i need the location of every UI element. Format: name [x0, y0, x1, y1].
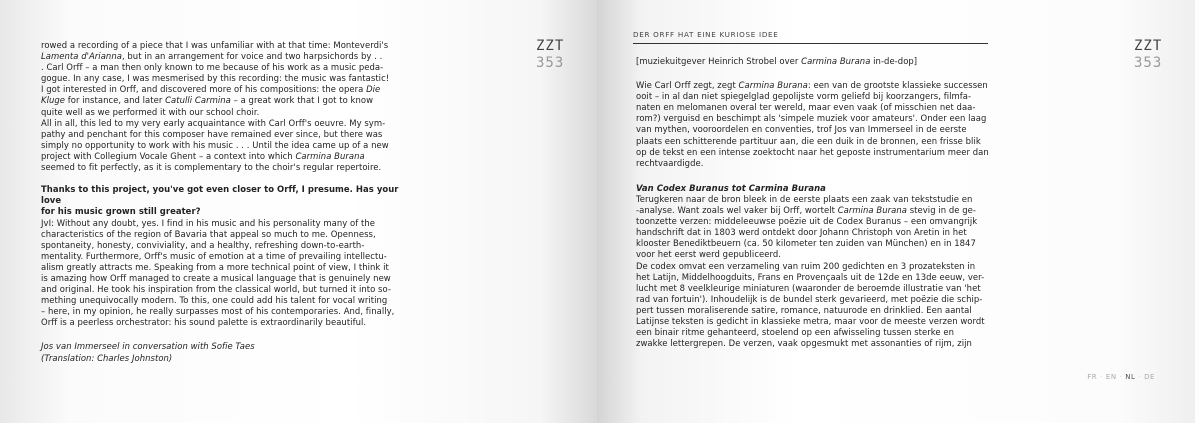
right-page: [597, 0, 1195, 423]
lang-en[interactable]: EN: [1105, 373, 1117, 381]
subheading: [muziekuitgever Heinrich Strobel over Carmina Burana in-de-dop]: [636, 56, 918, 66]
page-number: 353: [536, 55, 565, 71]
lang-nl[interactable]: NL: [1125, 373, 1136, 381]
right-folio: [1134, 38, 1162, 72]
left-page: [0, 0, 597, 423]
folio-label: ZZT: [536, 38, 565, 54]
interview-paragraph: rowed a recording of a piece that I was unfamiliar with at that time: Monteverdi's Lamenta d'Arianna, but in an arrangement for voice and two harpsichords by . . . Carl Orff – a man then only known to me because of his work as a music peda- gogue. In any case, I was mesmerised by this recording: the music was fantastic! I got interested in Orff, and discovered more of his compositions: the opera Die Kluge for instance, and later Catulli Carmina – a great work that I got to know quite well as we performed it with our school choir. All in all, this led to my very early acquaintance with Carl Orff's oeuvre. My sym- pathy and penchant for this composer have remained ever since, but there was simply no opportunity to work with his music . . . Until the idea came up of a new project with Collegium Vocale Ghent – a context into which Carmina Burana seemed to fit perfectly, as it is complementary to the choir's regular repertoire.: [41, 40, 390, 173]
interview-credit: Jos van Immerseel in conversation with Sofie Taes (Translation: Charles Johnston): [41, 341, 255, 363]
running-head: DER ORFF HAT EINE KURIOSE IDEE: [633, 30, 988, 44]
interview-question: Thanks to this project, you've got even closer to Orff, I presume. Has your love for his music grown still greater?: [41, 184, 399, 217]
lang-separator: ·: [1138, 373, 1142, 381]
work-title: Lamenta d'Arianna: [41, 51, 122, 62]
folio-label: ZZT: [1134, 38, 1163, 54]
lang-separator: ·: [1119, 373, 1123, 381]
page-number: 353: [1134, 55, 1163, 71]
lang-separator: ·: [1100, 373, 1103, 381]
intro-paragraph: Wie Carl Orff zegt, zegt Carmina Burana: een van de grootste klassieke successen ooit – in al dan niet spiegelglad gepolijste vorm geliefd bij koorzangers, filmfa- naten en melomanen overal ter wereld, maar even vaak (of misschien net daa- rom?) verguisd en beschimpt als 'simpele muziek voor amateurs'. Onder een laag van mythen, vooroordelen en conventies, trof Jos van Immerseel in de eerste plaats een schitterende partituur aan, die een duik in de bronnen, een frisse blik op de tekst en een intense zoektocht naar het geposte instrumentarium meer dan rechtvaardigde.: [636, 80, 989, 168]
lang-de[interactable]: DE: [1144, 373, 1155, 381]
section-heading: Van Codex Buranus tot Carmina Burana: [636, 182, 826, 193]
lang-fr[interactable]: FR: [1087, 373, 1098, 381]
interview-answer: JvI: Without any doubt, yes. I find in his music and his personality many of the characteristics of the region of Bavaria that appeal so much to me. Openness, spontaneity, honesty, conviviality, and a healthy, refreshing down-to-earth- mentality. Furthermore, Orff's music of emotion at a time of prevailing intellectu- alism greatly attracts me. Speaking from a more technical point of view, I think it is amazing how Orff managed to create a musical language that is genuinely new and original. He took his inspiration from the classical world, but turned it into so- mething unequivocally modern. To this, one could add his talent for vocal writing – here, in my opinion, he really surpasses most of his contemporaries. And, finally, Orff is a peerless orchestrator: his sound palette is extraordinarily beautiful.: [41, 217, 395, 328]
right-text-column: [636, 56, 1036, 349]
body-paragraph: Terugkeren naar de bron bleek in de eerste plaats een zaak van tekststudie en -analyse. Want zoals wel vaker bij Orff, wortelt Carmina Burana stevig in de ge- toonzette verzen: middeleeuwse poëzie uit de Codex Buranus – een omvangrijk handschrift dat in 1803 werd ontdekt door Johann Christoph von Aretin in het klooster Benediktbeuern (ca. 50 kilometer ten zuiden van München) en in 1847 voor het eerst werd gepubliceerd. De codex omvat een verzameling van ruim 200 gedichten en 3 prozateksten in het Latijn, Middelhoogduits, Frans en Provençaals uit de 12de en 13de eeuw, ver- lucht met 8 veelkleurige miniaturen (waaronder de beroemde illustratie van 'het rad van fortuin'). Inhoudelijk is de bundel sterk gevarieerd, met poëzie die schip- pert tussen moraliserende satire, romance, natuurode en drinklied. Een aantal Latijnse teksten is gedicht in klassieke metra, maar voor de meeste verzen wordt een binair ritme gehanteerd, stoelend op een afwisseling tussen sterke en zwakke lettergrepen. De verzen, vaak opgesmukt met assonanties of rijm, zijn: [636, 193, 985, 349]
language-switcher: [1087, 373, 1155, 381]
left-folio: [536, 38, 564, 72]
left-text-column: [41, 40, 401, 364]
